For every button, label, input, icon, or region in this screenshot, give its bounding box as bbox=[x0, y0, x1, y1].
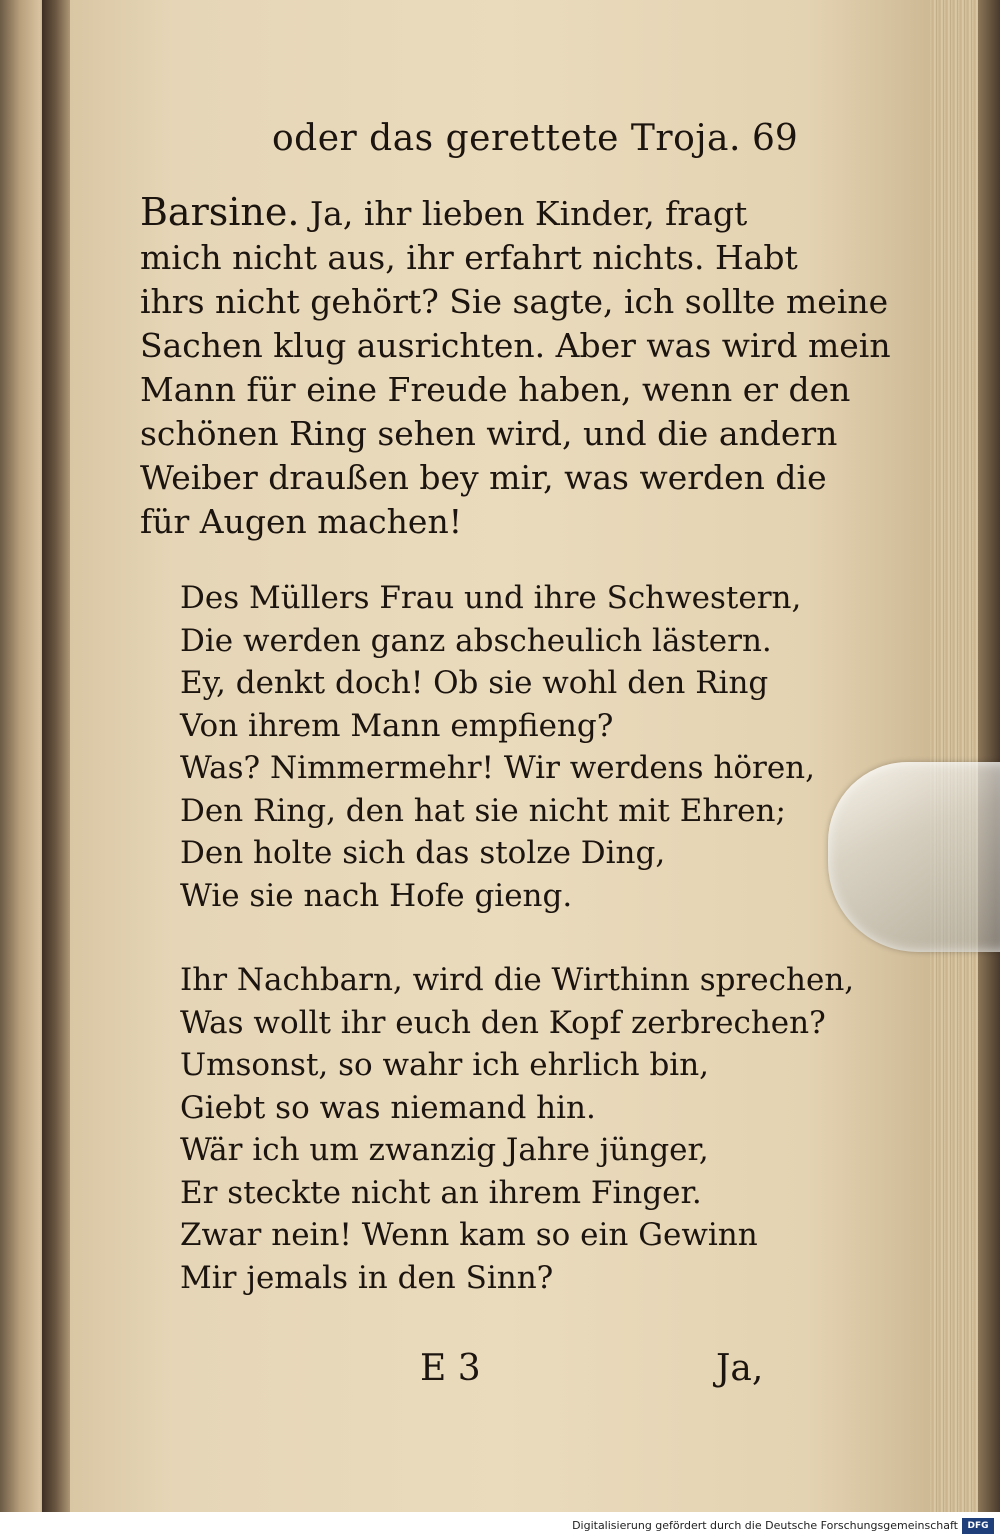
prose-line-7: Weiber draußen bey mir, was werden die bbox=[140, 458, 827, 497]
verse-line: Mir jemals in den Sinn? bbox=[180, 1259, 554, 1296]
verse-line: Den holte sich das stolze Ding, bbox=[180, 835, 666, 871]
verse-line: Giebt so was niemand hin. bbox=[180, 1089, 596, 1126]
verse-line: Von ihrem Mann empfieng? bbox=[180, 707, 614, 744]
verse-line: Ihr Nachbarn, wird die Wirthinn sprechen, bbox=[180, 962, 855, 998]
dfg-logo-icon: DFG bbox=[962, 1518, 994, 1534]
book-cover-edge bbox=[978, 0, 1000, 1512]
verse-line: Wär ich um zwanzig Jahre jünger, bbox=[180, 1132, 709, 1168]
prose-line-4: Sachen klug ausrichten. Aber was wird mein bbox=[140, 326, 891, 365]
prose-line-3: ihrs nicht gehört? Sie sagte, ich sollte meine bbox=[140, 282, 889, 321]
prose-line-2: mich nicht aus, ihr erfahrt nichts. Habt bbox=[140, 238, 798, 277]
prose-line-6: schönen Ring sehen wird, und die andern bbox=[140, 414, 838, 453]
speaker-name: Barsine. bbox=[140, 190, 300, 234]
digitization-notice: Digitalisierung gefördert durch die Deutsche Forschungsgemeinschaft bbox=[572, 1519, 958, 1532]
verse-line: Den Ring, den hat sie nicht mit Ehren; bbox=[180, 792, 786, 829]
plastic-page-clip bbox=[828, 762, 1000, 952]
verse-line: Was? Nimmermehr! Wir werdens hören, bbox=[180, 750, 816, 786]
page-number: 69 bbox=[752, 118, 798, 159]
verse-stanza-1 bbox=[180, 577, 815, 917]
prose-paragraph bbox=[140, 190, 891, 544]
verse-line: Zwar nein! Wenn kam so ein Gewinn bbox=[180, 1217, 758, 1253]
prose-line-1: Barsine. Ja, ihr lieben Kinder, fragt bbox=[140, 190, 748, 234]
verse-line: Was wollt ihr euch den Kopf zerbrechen? bbox=[180, 1004, 826, 1041]
verse-line: Die werden ganz abscheulich lästern. bbox=[180, 622, 772, 659]
signature-mark: E 3 bbox=[420, 1348, 481, 1389]
verse-line: Des Müllers Frau und ihre Schwestern, bbox=[180, 580, 802, 616]
prose-line-5: Mann für eine Freude haben, wenn er den bbox=[140, 370, 851, 409]
verse-stanza-2 bbox=[180, 959, 854, 1299]
verse-line: Er steckte nicht an ihrem Finger. bbox=[180, 1174, 702, 1211]
running-title: oder das gerettete Troja. bbox=[272, 118, 741, 159]
verse-line: Wie sie nach Hofe gieng. bbox=[180, 877, 573, 914]
prose-line-8: für Augen machen! bbox=[140, 502, 462, 541]
verse-line: Umsonst, so wahr ich ehrlich bin, bbox=[180, 1047, 710, 1083]
catchword: Ja, bbox=[716, 1348, 764, 1389]
verse-line: Ey, denkt doch! Ob sie wohl den Ring bbox=[180, 665, 769, 701]
